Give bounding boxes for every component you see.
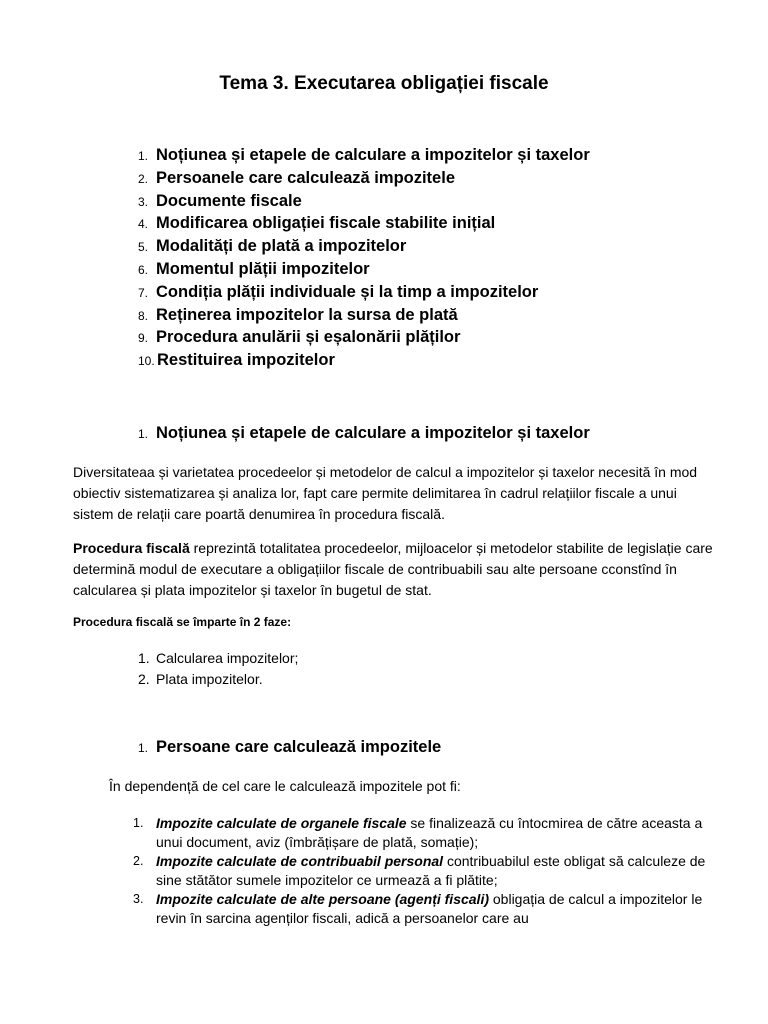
- toc-text: Noțiunea și etapele de calculare a impozitelor și taxelor: [156, 146, 590, 164]
- section-heading-persoane: [138, 738, 441, 757]
- paragraph-procedura-fiscala: [73, 538, 713, 601]
- toc-text: Persoanele care calculează impozitele: [156, 168, 455, 187]
- table-of-contents: [138, 146, 590, 374]
- toc-text: Modificarea obligației fiscale stabilite inițial: [156, 214, 496, 233]
- item-number: 1.: [133, 816, 144, 830]
- toc-item: [138, 351, 590, 374]
- item-text: obligația de calcul a impozitelor le revin în sarcina agenților fiscali, adică a persoanelor care au: [156, 891, 703, 926]
- item-body: [156, 890, 713, 928]
- item-text: se finalizează cu întocmirea de către aceasta a unui document, aviz (îmbrățișare de plată, somație);: [156, 815, 703, 850]
- toc-number: 8.: [138, 308, 149, 323]
- toc-number: 2.: [138, 171, 149, 186]
- section-title: Noțiunea și etapele de calculare a impozitelor și taxelor: [156, 424, 590, 442]
- page-title: Tema 3. Executarea obligației fiscale: [219, 73, 549, 94]
- item-number: 2.: [138, 671, 150, 687]
- item-emphasis: Impozite calculate de alte persoane (agenți fiscali): [156, 891, 489, 907]
- toc-text: Procedura anulării și eșalonării plăților: [156, 328, 461, 347]
- list-item: [133, 814, 713, 852]
- toc-item: [138, 169, 590, 192]
- item-number: 3.: [133, 892, 144, 906]
- section-title: Persoane care calculează impozitele: [156, 738, 442, 756]
- section-number: 1.: [138, 741, 149, 755]
- term-procedura-fiscala: Procedura fiscală: [73, 540, 190, 556]
- list-item: [133, 852, 713, 890]
- toc-item: [138, 146, 590, 169]
- item-number: 1.: [138, 650, 150, 666]
- item-emphasis: Impozite calculate de contribuabil personal: [156, 853, 444, 869]
- definition-text: reprezintă totalitatea procedeelor, mijloacelor și metodelor stabilite de legislație care determină modul de executare a obligațiilor fiscale de contribuabili sau alte persoane cconstînd în calcularea și plata impozitelor și taxelor în bugetul de stat.: [73, 540, 713, 598]
- toc-item: [138, 328, 590, 351]
- item-text: contribuabilul este obligat să calculeze de sine stătător sumele impozitelor ce urmează a fi plătite;: [156, 853, 706, 888]
- toc-item: [138, 237, 590, 260]
- item-body: [156, 814, 713, 852]
- paragraph-diversitatea: Diversitateaa și varietatea procedeelor și metodelor de calcul a impozitelor și taxelor necesită în mod obiectiv sistematizarea și analiza lor, fapt care permite delimitarea în cadrul relațiilor fiscale a unui sistem de relații care poartă denumirea în procedura fiscală.: [73, 464, 698, 522]
- toc-text: Restituirea impozitelor: [157, 351, 335, 370]
- item-emphasis: Impozite calculate de organele fiscale: [156, 815, 407, 831]
- toc-number: 6.: [138, 262, 149, 277]
- tax-calculation-types-list: [133, 814, 713, 928]
- toc-number: 1.: [138, 149, 149, 163]
- toc-item: [138, 260, 590, 283]
- list-item: [138, 669, 298, 690]
- toc-text: Momentul plății impozitelor: [156, 259, 370, 278]
- item-text: Plata impozitelor.: [156, 671, 263, 687]
- item-text: Calcularea impozitelor;: [156, 650, 299, 666]
- toc-number: 5.: [138, 240, 149, 255]
- toc-text: Condiția plății individuale și la timp a impozitelor: [156, 282, 539, 301]
- toc-text: Modalități de plată a impozitelor: [156, 237, 407, 256]
- toc-number: 9.: [138, 331, 149, 346]
- section-number: 1.: [138, 427, 149, 441]
- item-number: 2.: [133, 854, 144, 868]
- toc-item: [138, 306, 590, 329]
- phases-list: [138, 648, 298, 690]
- toc-item: [138, 283, 590, 306]
- toc-item: [138, 192, 590, 215]
- intro-text: În dependență de cel care le calculează impozitele pot fi:: [109, 778, 461, 794]
- toc-number: 4.: [138, 217, 149, 232]
- list-item: [133, 890, 713, 928]
- toc-number: 3.: [138, 194, 149, 209]
- toc-text: Documente fiscale: [156, 191, 302, 210]
- item-body: [156, 852, 713, 890]
- list-item: [138, 648, 298, 669]
- phases-label: Procedura fiscală se împarte în 2 faze:: [73, 615, 292, 629]
- toc-text: Reținerea impozitelor la sursa de plată: [156, 305, 458, 324]
- section-heading-notiunea: [138, 424, 590, 443]
- toc-item: [138, 214, 590, 237]
- toc-number: 10.: [138, 354, 155, 369]
- toc-number: 7.: [138, 285, 149, 300]
